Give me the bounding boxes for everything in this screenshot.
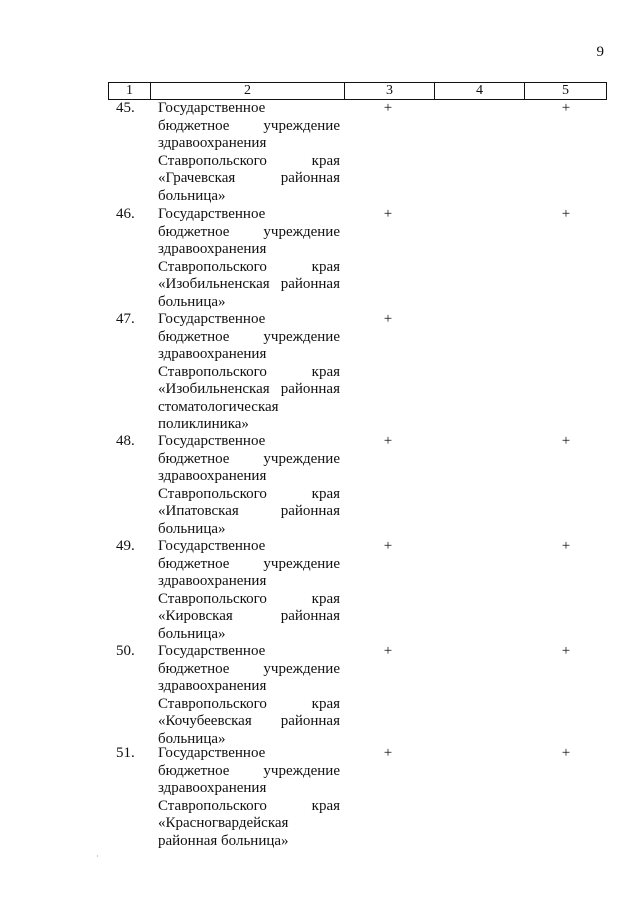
entry-text: Государственное бюджетное учреждение здравоохранения Ставропольского края «Кочубеевская районная больница»	[158, 643, 340, 747]
entry-text: Государственное бюджетное учреждение здравоохранения Ставропольского края «Грачевская районная больница»	[158, 100, 340, 204]
col5-mark: +	[561, 433, 571, 449]
entry-number: 49.	[116, 538, 135, 554]
entry-number: 46.	[116, 206, 135, 222]
column-header-5: 5	[525, 83, 607, 100]
column-header-row	[108, 82, 607, 100]
entry-text: Государственное бюджетное учреждение здравоохранения Ставропольского края «Изобильненская районная стоматологическая поликлиника»	[158, 311, 340, 432]
entry-text: Государственное бюджетное учреждение здравоохранения Ставропольского края «Красногвардейская районная больница»	[158, 745, 340, 849]
page-number: 9	[596, 44, 604, 60]
col5-mark: +	[561, 745, 571, 761]
col3-mark: +	[383, 538, 393, 554]
col3-mark: +	[383, 311, 393, 327]
column-header-1: 1	[109, 83, 151, 100]
scan-speck: ·	[96, 852, 99, 861]
entry-text: Государственное бюджетное учреждение здравоохранения Ставропольского края «Кировская районная больница»	[158, 538, 340, 642]
column-header-2: 2	[151, 83, 345, 100]
entry-number: 48.	[116, 433, 135, 449]
col5-mark: +	[561, 538, 571, 554]
col5-mark: +	[561, 206, 571, 222]
entry-text: Государственное бюджетное учреждение здравоохранения Ставропольского края «Изобильненская районная больница»	[158, 206, 340, 310]
col3-mark: +	[383, 100, 393, 116]
column-header-4: 4	[435, 83, 525, 100]
entry-number: 50.	[116, 643, 135, 659]
entry-number: 51.	[116, 745, 135, 761]
entry-text: Государственное бюджетное учреждение здравоохранения Ставропольского края «Ипатовская районная больница»	[158, 433, 340, 537]
col5-mark: +	[561, 100, 571, 116]
col3-mark: +	[383, 433, 393, 449]
entry-number: 45.	[116, 100, 135, 116]
col3-mark: +	[383, 206, 393, 222]
col3-mark: +	[383, 643, 393, 659]
col5-mark: +	[561, 643, 571, 659]
column-header-3: 3	[345, 83, 435, 100]
col3-mark: +	[383, 745, 393, 761]
entry-number: 47.	[116, 311, 135, 327]
